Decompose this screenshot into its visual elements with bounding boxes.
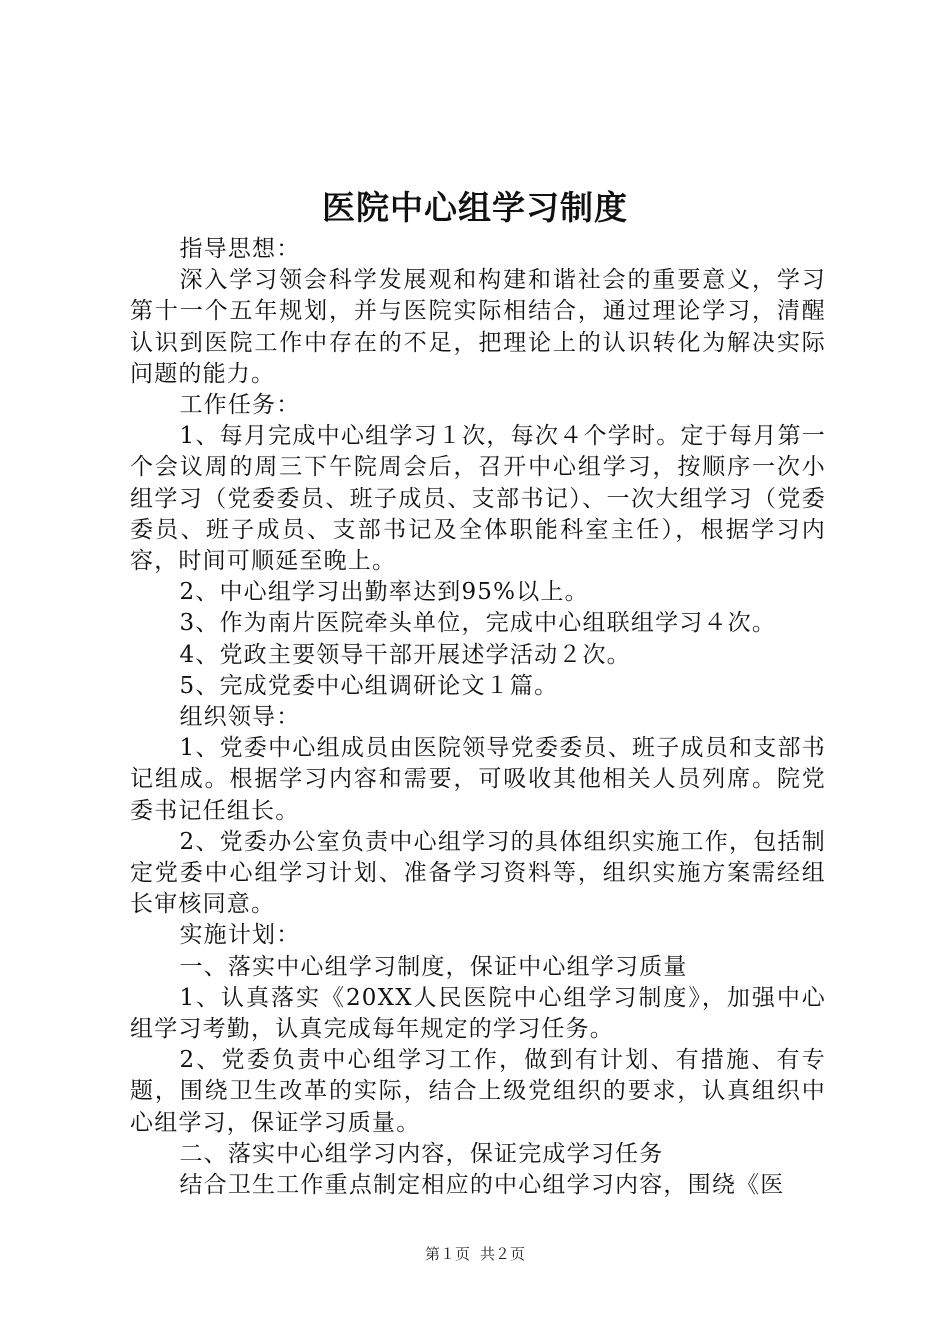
paragraph: 指导思想： xyxy=(179,236,301,262)
paragraph: 2、党委办公室负责中心组学习的具体组织实施工作，包括制定党委中心组学习计划、准备学习资料等，组织实施方案需经组长审核同意。 xyxy=(130,828,826,918)
paragraph: 结合卫生工作重点制定相应的中心组学习内容，围绕《医 xyxy=(179,1172,785,1199)
paragraph: 二、落实中心组学习内容，保证完成学习任务 xyxy=(179,1140,664,1167)
paragraph: 1、每月完成中心组学习１次，每次４个学时。定于每月第一个会议周的周三下午院周会后，召开中心组学习，按顺序一次小组学习（党委委员、班子成员、支部书记）、一次大组学习（党委委员、班子成员、支部书记及全体职能科室主任），根据学习内容，时间可顺延至晚上。 xyxy=(130,423,826,575)
paragraph: 深入学习领会科学发展观和构建和谐社会的重要意义，学习第十一个五年规划，并与医院实际相结合，通过理论学习，清醒认识到医院工作中存在的不足，把理论上的认识转化为解决实际问题的能力。 xyxy=(130,267,826,387)
paragraph: 工作任务： xyxy=(179,392,301,419)
page-footer xyxy=(0,1243,950,1265)
paragraph: 5、完成党委中心组调研论文１篇。 xyxy=(179,672,559,699)
page-total: 共２页 xyxy=(480,1245,526,1263)
paragraph: 2、党委负责中心组学习工作，做到有计划、有措施、有专题，围绕卫生改革的实际，结合上级党组织的要求，认真组织中心组学习，保证学习质量。 xyxy=(130,1047,826,1136)
paragraph: 实施计划： xyxy=(179,922,301,949)
paragraph: 3、作为南片医院牵头单位，完成中心组联组学习４次。 xyxy=(179,610,777,637)
paragraph: 一、落实中心组学习制度，保证中心组学习质量 xyxy=(179,953,688,980)
paragraph: 2、中心组学习出勤率达到95%以上。 xyxy=(179,579,589,606)
page-number: 第１页 xyxy=(424,1245,470,1263)
paragraph: 1、认真落实《20XX人民医院中心组学习制度》，加强中心组学习考勤，认真完成每年规定的学习任务。 xyxy=(130,984,826,1043)
document-title: 医院中心组学习制度 xyxy=(322,188,628,227)
document-body xyxy=(130,234,826,1201)
paragraph: 1、党委中心组成员由医院领导党委委员、班子成员和支部书记组成。根据学习内容和需要，可吸收其他相关人员列席。院党委书记任组长。 xyxy=(130,735,826,824)
paragraph: 4、党政主要领导干部开展述学活动２次。 xyxy=(179,641,631,668)
paragraph: 组织领导： xyxy=(179,704,301,731)
